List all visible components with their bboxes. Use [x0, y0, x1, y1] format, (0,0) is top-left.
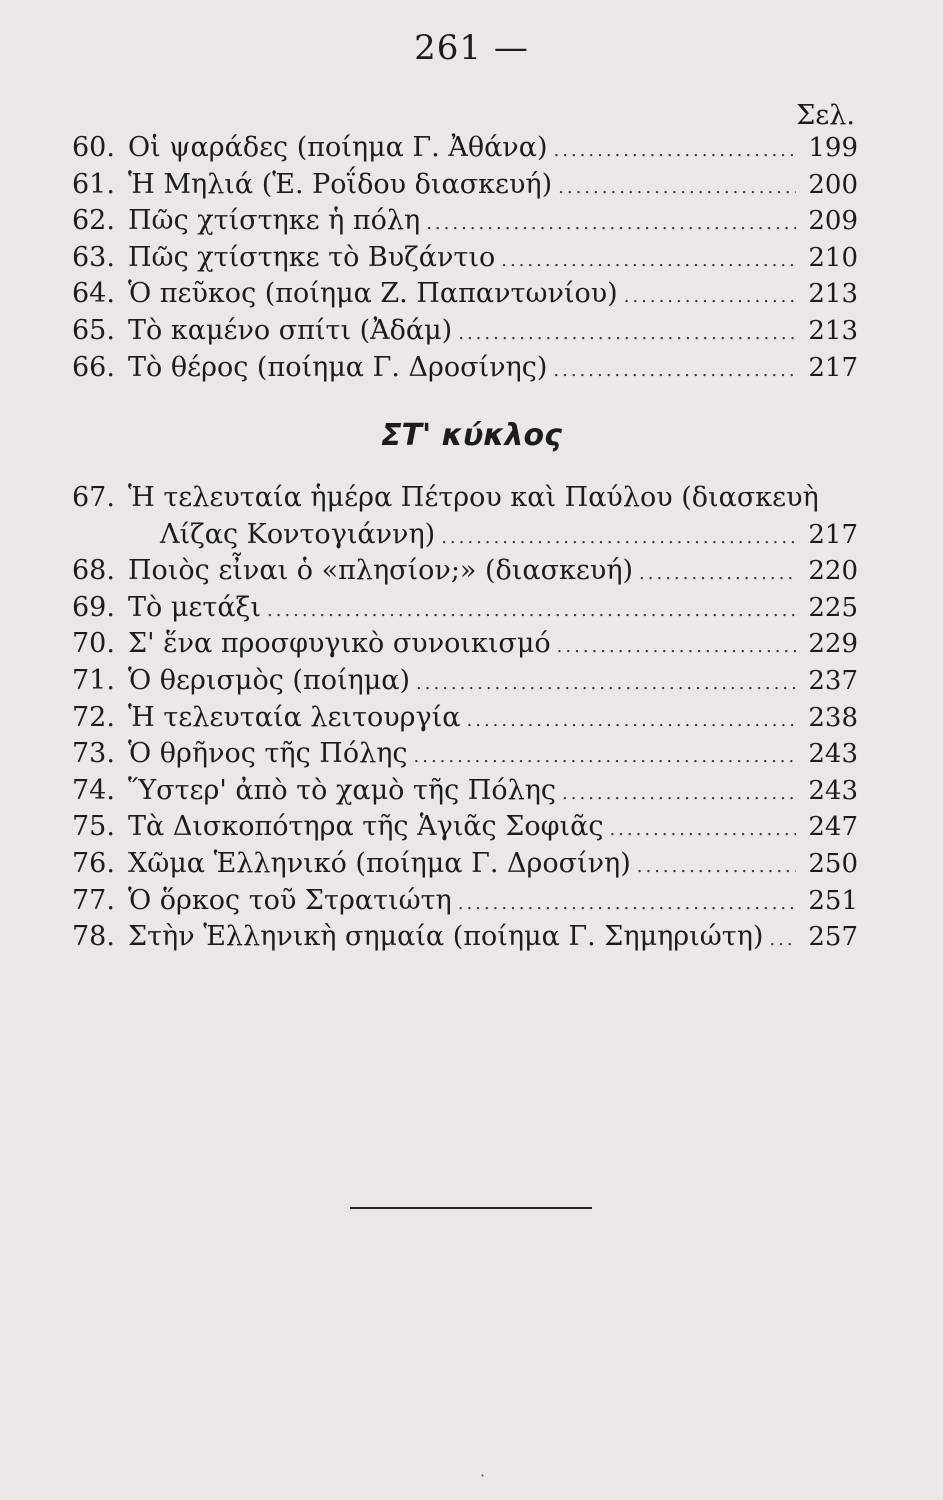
entry-page: 200 [808, 169, 858, 200]
entry-page: 217 [808, 352, 858, 383]
toc-entry [72, 167, 858, 204]
entry-page: 251 [808, 885, 858, 916]
section-heading: ΣΤ' κύκλος [381, 418, 562, 453]
entry-title: Ἡ τελευταία ἡμέρα Πέτρου καὶ Παύλου (διασκευὴ [128, 482, 819, 513]
entry-number: 77. [72, 884, 115, 916]
entry-title: Ἡ τελευταία λειτουργία [128, 701, 461, 733]
entry-title: Ὁ θρῆνος τῆς Πόλης [128, 738, 408, 770]
entry-number: 72. [72, 701, 115, 733]
toc-entry [72, 846, 858, 883]
toc-entry-continuation [72, 517, 858, 554]
entry-page: 209 [808, 206, 858, 237]
entry-page: 250 [808, 848, 858, 879]
dot-leader [267, 593, 796, 630]
entry-title: Τὸ θέρος (ποίημα Γ. Δροσίνης) [128, 351, 548, 383]
entry-title: Στὴν Ἑλληνικὴ σημαία (ποίημα Γ. Σημηριώτη) [128, 921, 764, 953]
dot-leader [426, 206, 796, 243]
entry-title: Οἱ ψαράδες (ποίημα Γ. Ἀθάνα) [128, 132, 548, 163]
dot-leader [609, 812, 796, 849]
dot-leader [458, 316, 796, 353]
entry-page: 220 [808, 556, 858, 587]
entry-page: 213 [808, 279, 858, 310]
page-column-label: Σελ. [796, 100, 855, 131]
toc-entry [72, 883, 858, 920]
entry-number: 68. [72, 555, 115, 587]
toc-entry [72, 480, 858, 517]
toc-list-first [72, 130, 858, 386]
dot-leader [769, 922, 796, 959]
dot-leader [562, 776, 796, 813]
entry-title: Ὁ ὅρκος τοῦ Στρατιώτη [128, 884, 452, 916]
entry-number: 63. [72, 241, 115, 273]
toc-entry [72, 553, 858, 590]
toc-entry [72, 276, 858, 313]
toc-entry [72, 663, 858, 700]
entry-number: 74. [72, 774, 115, 806]
dot-leader [416, 666, 796, 703]
entry-number: 70. [72, 628, 115, 660]
toc-list-second [72, 480, 858, 956]
dot-leader [458, 886, 796, 923]
toc-entry [72, 590, 858, 627]
entry-number: 73. [72, 738, 115, 770]
entry-title: Ὕστερ' ἀπὸ τὸ χαμὸ τῆς Πόλης [128, 774, 557, 806]
print-mark: · [480, 1466, 486, 1485]
entry-title: Ἡ Μηλιά (Ἑ. Ροΐδου διασκευή) [128, 168, 553, 200]
toc-entry [72, 809, 858, 846]
toc-entry [72, 203, 858, 240]
toc-entry [72, 700, 858, 737]
dot-leader [557, 629, 796, 666]
toc-entry [72, 313, 858, 350]
entry-page: 217 [808, 519, 858, 550]
entry-title: Τὸ μετάξι [128, 591, 262, 623]
toc-entry [72, 350, 858, 387]
entry-page: 199 [808, 133, 858, 163]
entry-number: 66. [72, 351, 115, 383]
entry-number: 67. [72, 482, 115, 513]
entry-page: 243 [808, 739, 858, 770]
toc-entry [72, 919, 858, 956]
toc-entry [72, 130, 858, 167]
toc-entry [72, 773, 858, 810]
dot-leader [501, 243, 796, 280]
dot-leader [467, 703, 796, 740]
dot-leader [639, 556, 796, 593]
entry-title: Ὁ θερισμὸς (ποίημα) [128, 664, 411, 696]
entry-number: 64. [72, 278, 115, 310]
entry-page: 210 [808, 242, 858, 273]
entry-number: 65. [72, 314, 115, 346]
entry-number: 71. [72, 664, 115, 696]
entry-title: Ὁ πεῦκος (ποίημα Ζ. Παπαντωνίου) [128, 278, 618, 310]
dot-leader [558, 170, 796, 207]
entry-number: 60. [72, 132, 115, 163]
entry-title: Σ' ἕνα προσφυγικὸ συνοικισμό [128, 628, 551, 660]
end-rule [350, 1207, 592, 1209]
entry-page: 247 [808, 812, 858, 843]
entry-page: 243 [808, 775, 858, 806]
entry-title: Πῶς χτίστηκε τὸ Βυζάντιο [128, 241, 496, 273]
toc-entry [72, 240, 858, 277]
entry-number: 61. [72, 168, 115, 200]
entry-page: 229 [808, 629, 858, 660]
entry-page: 225 [808, 592, 858, 623]
entry-number: 75. [72, 811, 115, 843]
entry-number: 78. [72, 921, 115, 953]
dot-leader [637, 849, 796, 886]
page-number: 261 — [414, 28, 529, 68]
entry-title-continued: Λίζας Κοντογιάννη) [160, 518, 436, 550]
dot-leader [441, 520, 796, 557]
entry-title: Χῶμα Ἑλληνικό (ποίημα Γ. Δροσίνη) [128, 847, 631, 879]
entry-page: 257 [808, 922, 858, 953]
entry-title: Ποιὸς εἶναι ὁ «πλησίον;» (διασκευή) [128, 555, 634, 587]
entry-page: 213 [808, 315, 858, 346]
dot-leader [553, 353, 796, 390]
entry-number: 69. [72, 591, 115, 623]
dot-leader [414, 739, 797, 776]
entry-title: Πῶς χτίστηκε ἡ πόλη [128, 205, 421, 237]
dot-leader [554, 133, 797, 170]
entry-page: 238 [808, 702, 858, 733]
toc-entry [72, 736, 858, 773]
dot-leader [624, 279, 796, 316]
entry-page: 237 [808, 665, 858, 696]
entry-title: Τὰ Δισκοπότηρα τῆς Ἁγιᾶς Σοφιᾶς [128, 811, 604, 843]
entry-number: 62. [72, 205, 115, 237]
entry-number: 76. [72, 847, 115, 879]
entry-title: Τὸ καμένο σπίτι (Ἀδάμ) [128, 314, 453, 346]
toc-entry [72, 626, 858, 663]
